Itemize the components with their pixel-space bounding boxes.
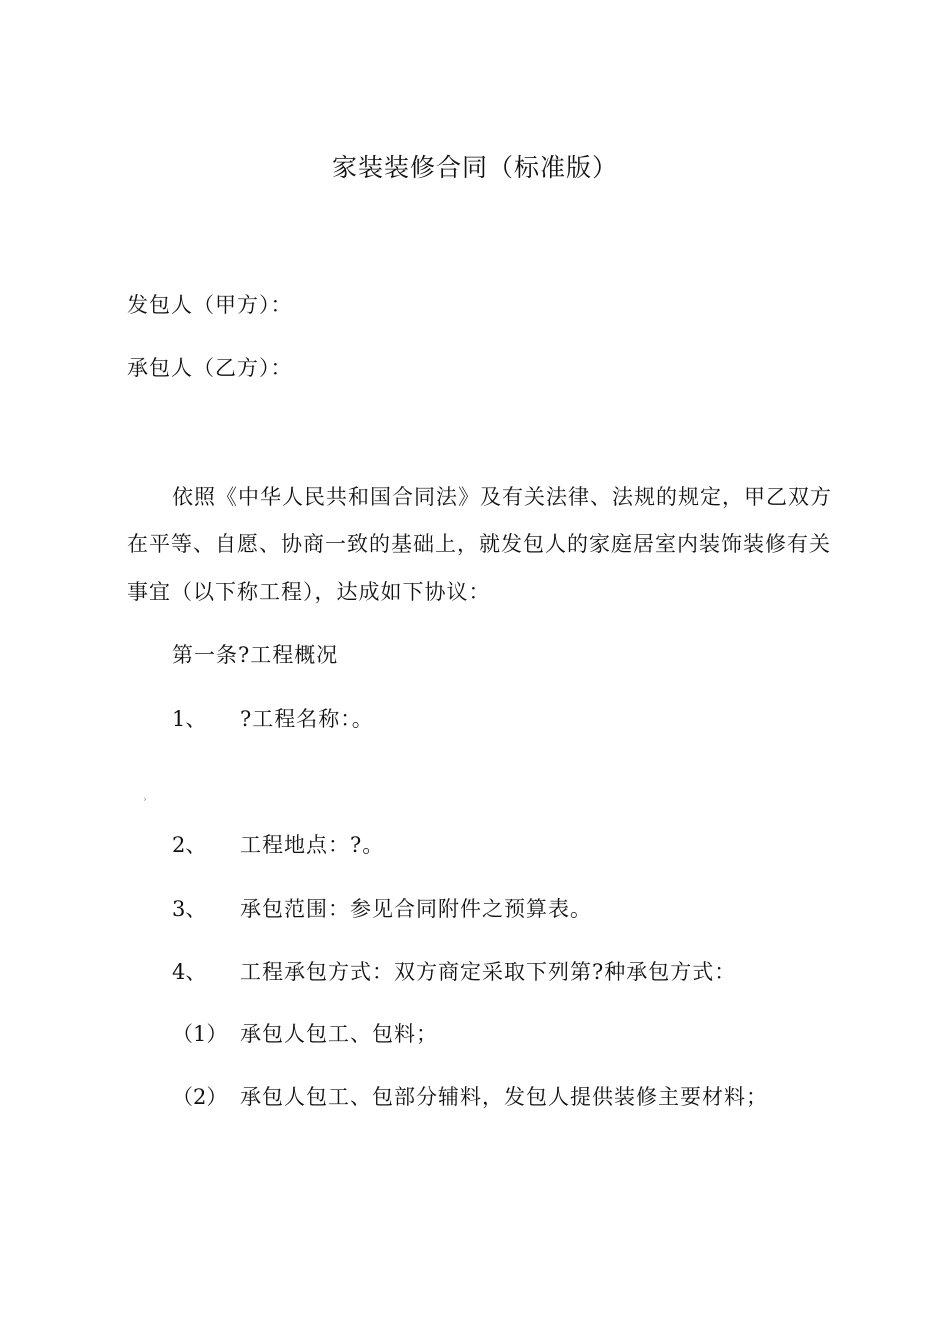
item-contract-method: 工程承包方式：双方商定采取下列第?种承包方式：	[240, 960, 737, 984]
item-number: 4、	[172, 960, 207, 984]
item-contract-scope: 承包范围：参见合同附件之预算表。	[240, 897, 592, 921]
option-number: （2）	[172, 1085, 228, 1109]
item-number: 3、	[172, 897, 207, 921]
party-a-label: 发包人（甲方）：	[127, 293, 293, 317]
item-number: 1、	[172, 707, 207, 731]
party-b-label: 承包人（乙方）：	[127, 356, 293, 380]
option-labor-partial-materials: 承包人包工、包部分辅料，发包人提供装修主要材料；	[240, 1085, 768, 1109]
preamble-line-1: 依照《中华人民共和国合同法》及有关法律、法规的规定，甲乙双方	[172, 485, 832, 509]
item-project-location: 工程地点：?。	[240, 833, 385, 857]
preamble-line-2: 在平等、自愿、协商一致的基础上，就发包人的家庭居室内装饰装修有关	[127, 532, 831, 556]
option-number: （1）	[172, 1022, 228, 1046]
item-project-name: ?工程名称：。	[240, 707, 374, 731]
preamble-line-3: 事宜（以下称工程），达成如下协议：	[127, 580, 491, 604]
item-number: 2、	[172, 833, 207, 857]
option-labor-and-materials: 承包人包工、包料；	[240, 1022, 438, 1046]
article-1-heading: 第一条?工程概况	[172, 643, 339, 667]
document-title: 家装装修合同（标准版）	[331, 153, 618, 182]
stray-mark: ›	[143, 795, 147, 805]
